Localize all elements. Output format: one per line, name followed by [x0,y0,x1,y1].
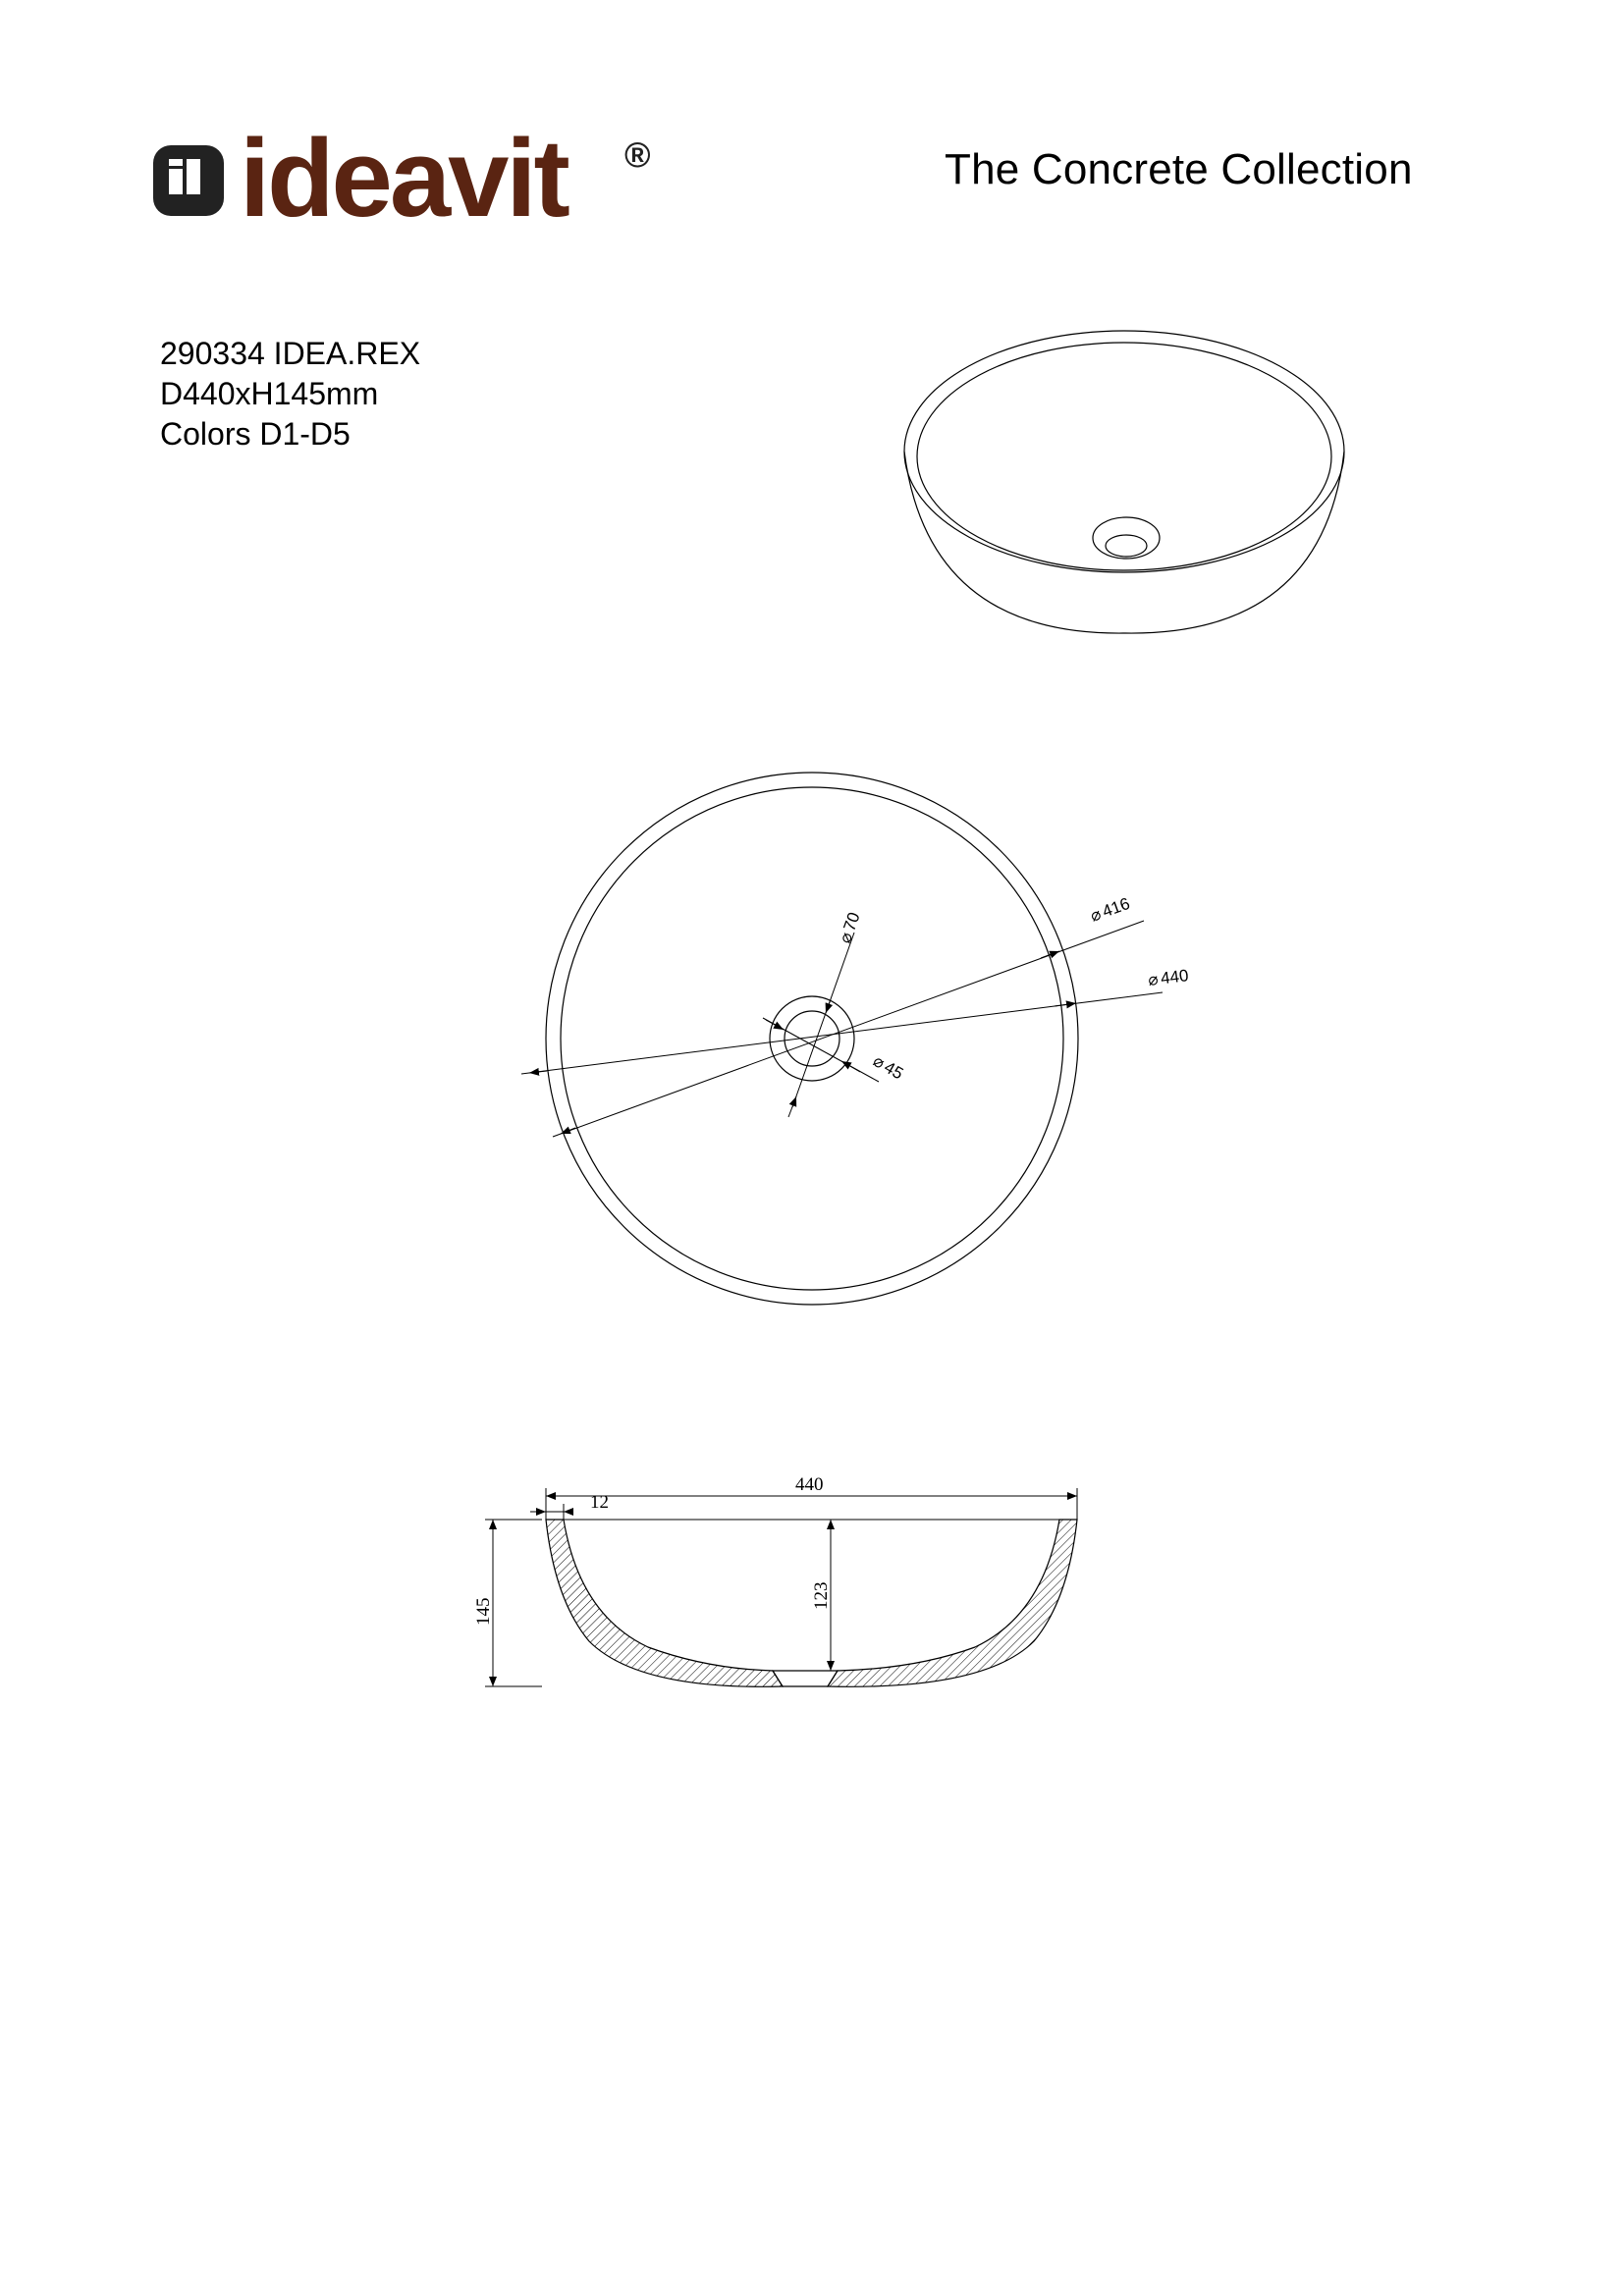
drain-inner [1106,535,1147,557]
top-drain-outer [770,996,854,1081]
label-dim-70: 70 [839,909,864,934]
section-drain-gap [773,1671,838,1686]
symbol-diameter-icon: ⌀ [1087,904,1104,926]
label-section-width: 440 [795,1474,824,1495]
label-dim-45: 45 [881,1057,907,1084]
label-dim-440: 440 [1160,966,1190,988]
basin-outer-rim [904,331,1344,572]
top-view [521,773,1163,1305]
product-colors: Colors D1-D5 [160,416,351,452]
basin-outer-body [904,452,1344,633]
basin-inner-rim [917,343,1331,570]
label-section-depth: 123 [811,1581,832,1610]
section-wall-right [828,1520,1077,1686]
label-section-height: 145 [473,1597,494,1626]
section-view [485,1488,1077,1686]
top-outer-circle [546,773,1078,1305]
collection-title: The Concrete Collection [945,145,1413,193]
label-section-rim: 12 [590,1492,609,1513]
label-dim-416: 416 [1100,893,1133,922]
drain-outer [1093,517,1160,559]
logo-registered-mark: ® [624,134,651,175]
logo-wordmark: ideavit [240,126,568,234]
section-view-labels [473,1474,832,1626]
symbol-diameter-icon: ⌀ [835,930,857,946]
top-view-labels [836,894,1190,1084]
symbol-diameter-icon: ⌀ [870,1051,889,1073]
top-drain-inner [785,1011,839,1066]
perspective-view [904,331,1344,633]
product-code-name: 290334 IDEA.REX [160,336,421,371]
dim-line-70 [792,933,854,1107]
symbol-diameter-icon: ⌀ [1147,969,1160,989]
product-dimensions: D440xH145mm [160,376,379,411]
section-wall-left [546,1520,783,1686]
top-inner-circle [561,787,1063,1290]
